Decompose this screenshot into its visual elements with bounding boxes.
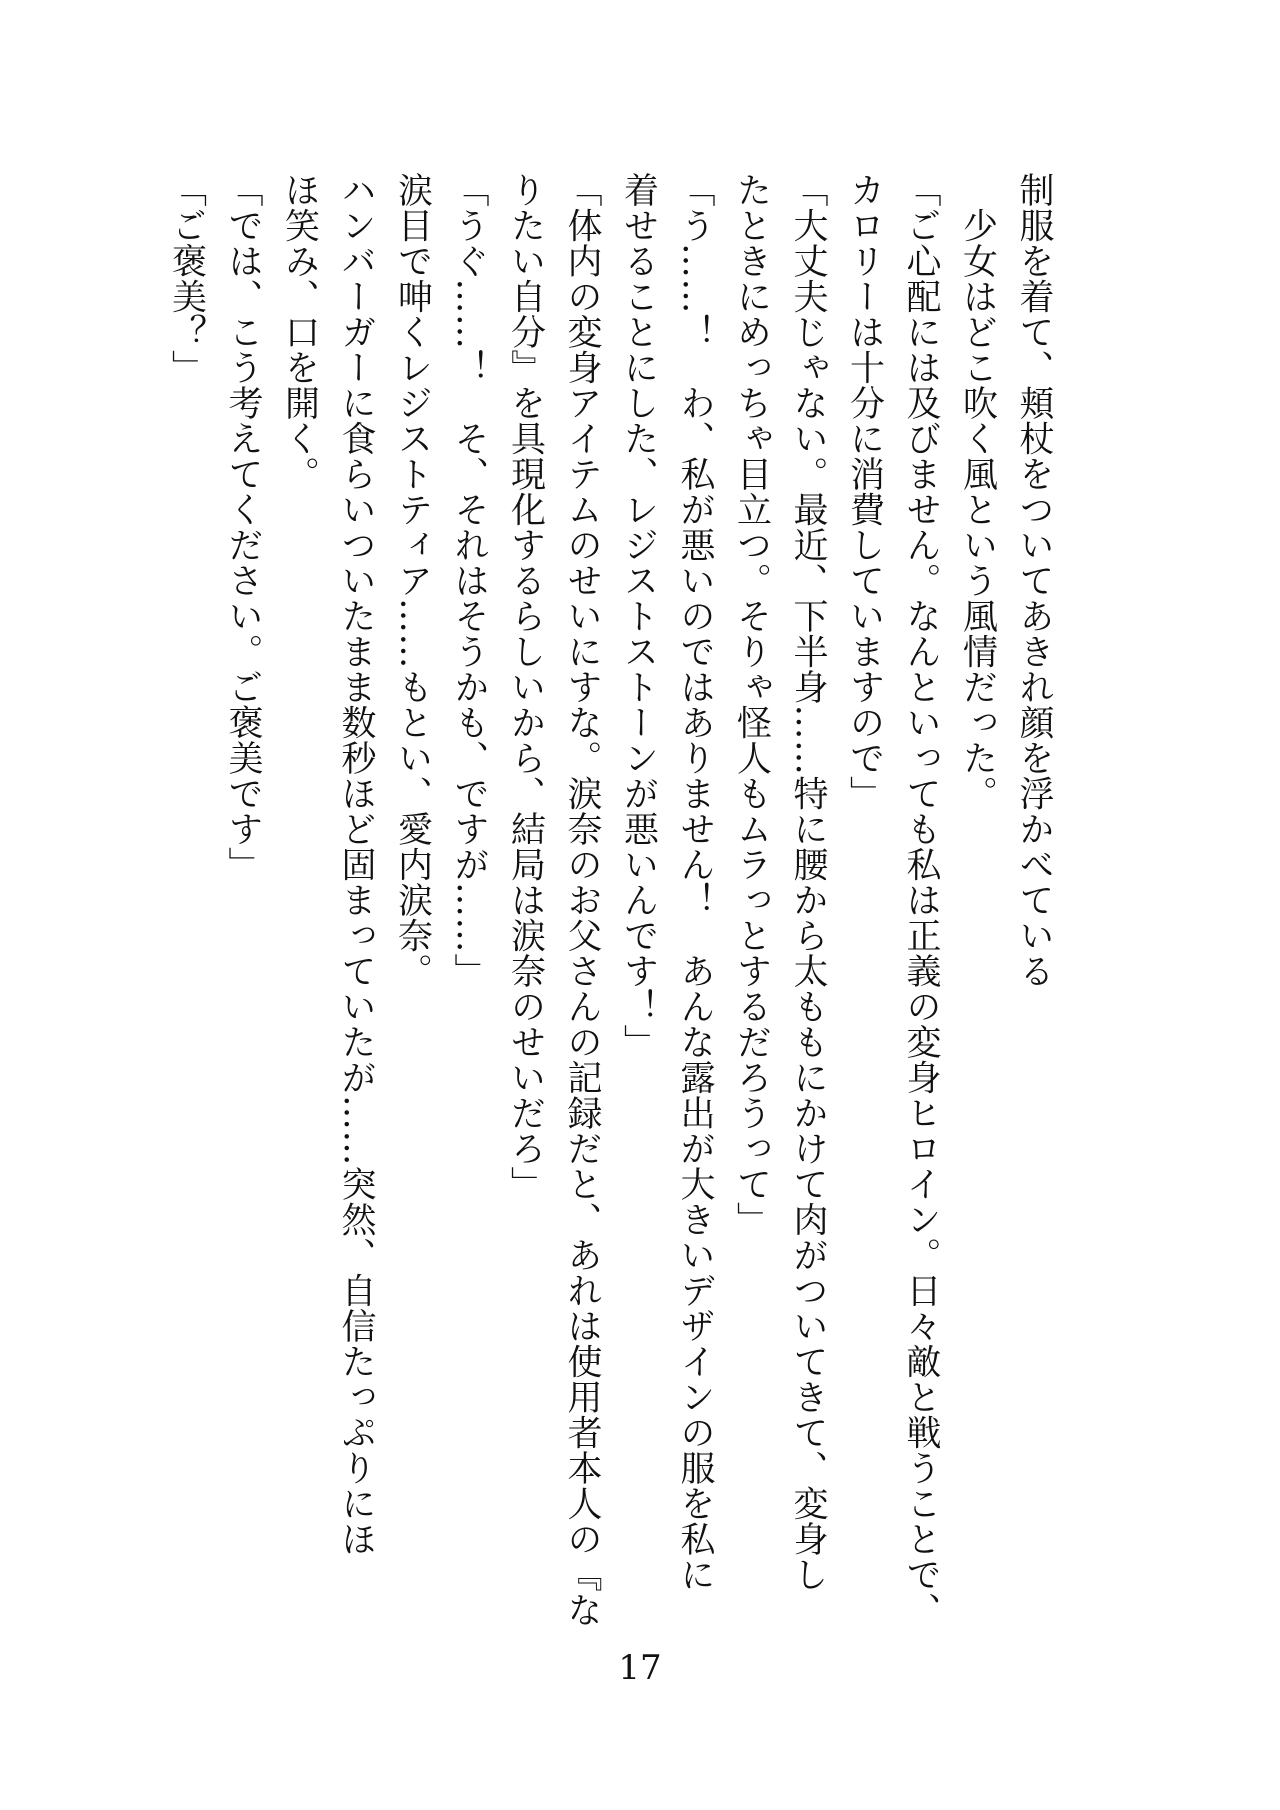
text-line: 少女はどこ吹く風という風情だった。 (957, 172, 998, 811)
text-line: 涙目で呻くレジストティア……もとい、愛内涙奈。 (392, 172, 433, 989)
text-line: 「体内の変身アイテムのせいにすな。涙奈のお父さんの記録だと、あれは使用者本人の『な (562, 172, 602, 1628)
text-line: カロリーは十分に消費していますので」 (844, 172, 885, 811)
page-number: 17 (618, 1648, 662, 1688)
text-line: りたい自分』を具現化するらしいから、結局は涙奈のせいだろ」 (505, 172, 546, 1202)
text-line: 着せることにした、レジストストーンが悪いんです！」 (618, 172, 659, 1060)
text-line: たときにめっちゃ目立つ。そりゃ怪人もムラっとするだろうって」 (731, 172, 772, 1237)
text-line: 制服を着て、頬杖をついてあきれ顔を浮かべている (1014, 172, 1054, 989)
text-line: 「うぐ……！ そ、それはそうかも、ですが……」 (449, 172, 489, 989)
text-line: 「う……！ わ、私が悪いのではありません！ あんな露出が大きいデザインの服を私に (675, 172, 715, 1592)
text-line: 「ご褒美？」 (166, 172, 207, 385)
text-line: ハンバーガーに食らいついたまま数秒ほど固まっていたが……突然、自信たっぷりにほ (336, 172, 376, 1557)
text-line: 「大丈夫じゃない。最近、下半身……特に腰から太ももにかけて肉がついてきて、変身し (788, 172, 828, 1592)
text-line: ほ笑み、口を開く。 (279, 172, 320, 492)
vertical-text-body (142, 172, 1062, 1628)
text-line: 「では、こう考えてください。ご褒美です」 (223, 172, 263, 882)
text-line: 「ご心配には及びません。なんといっても私は正義の変身ヒロイン。日々敵と戦うことで、 (901, 172, 941, 1628)
